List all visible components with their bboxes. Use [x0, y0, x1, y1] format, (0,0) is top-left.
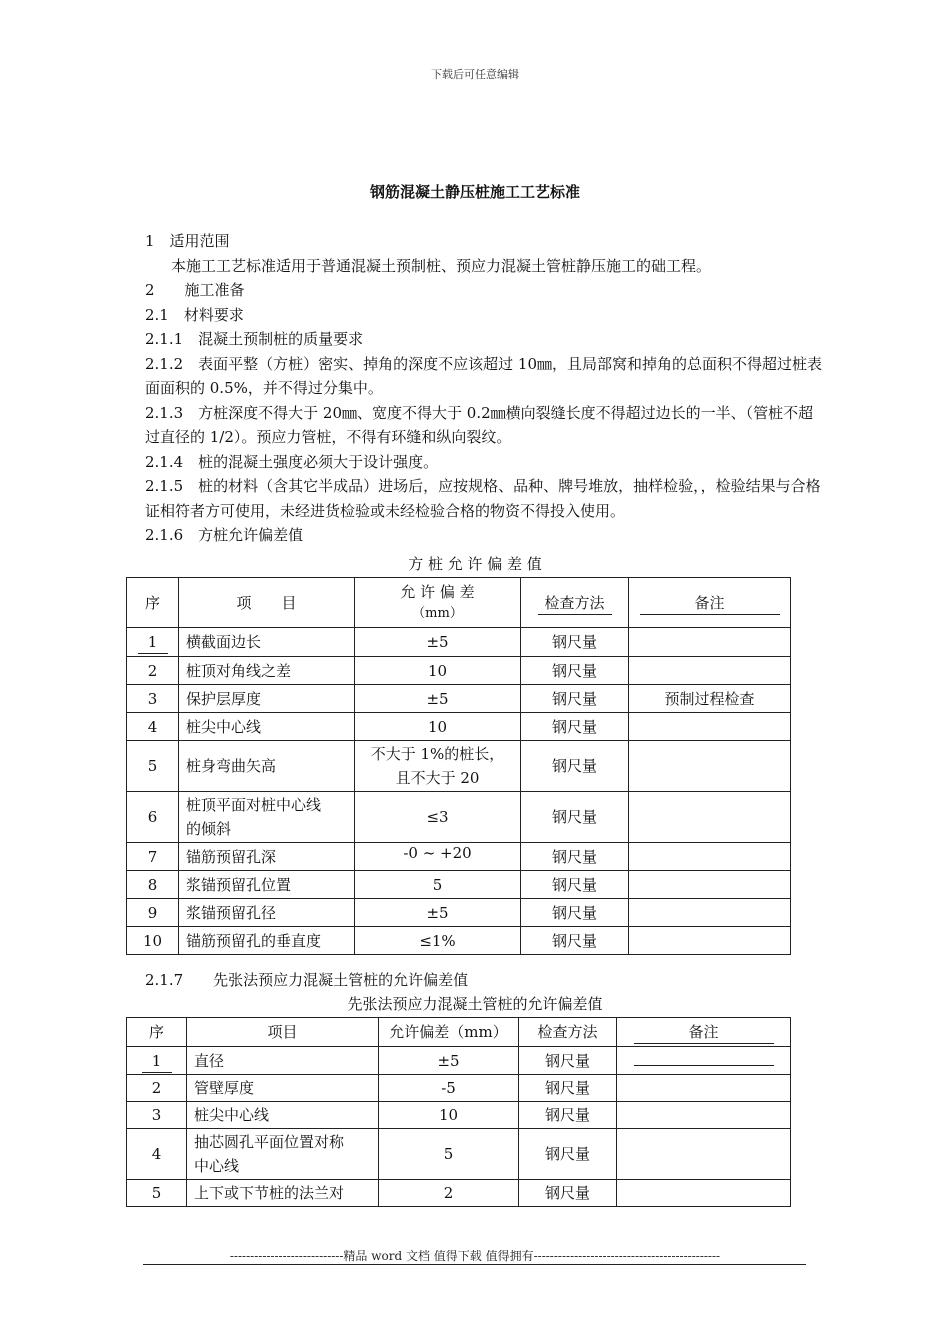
cell-tolerance: 10 — [379, 1102, 519, 1129]
cell-method: 钢尺量 — [519, 1180, 617, 1207]
cell-seq-label: 1 — [142, 1050, 172, 1073]
cell-method: 钢尺量 — [521, 927, 629, 955]
cell-item — [187, 1129, 379, 1180]
cell-item: 上下或下节桩的法兰对 — [187, 1180, 379, 1207]
cell-item-line1: 桩顶平面对桩中心线 — [186, 796, 322, 814]
cell-note: 预制过程检查 — [629, 685, 791, 713]
cell-note — [629, 843, 791, 871]
cell-item: 横截面边长 — [179, 628, 355, 657]
cell-item: 桩尖中心线 — [179, 713, 355, 741]
table-row — [127, 628, 791, 657]
cell-tolerance: 2 — [379, 1180, 519, 1207]
cell-seq: 9 — [127, 899, 179, 927]
cell-seq: 8 — [127, 871, 179, 899]
cell-method: 钢尺量 — [519, 1047, 617, 1075]
paragraph: 2.1.3 方桩深度不得大于 20㎜、宽度不得大于 0.2㎜横向裂缝长度不得超过边长的一半、（管桩不超过直径的 1/2）。预应力管桩，不得有环缝和纵向裂纹。 — [145, 403, 814, 446]
body-text — [145, 229, 825, 548]
cell-seq: 3 — [127, 1102, 187, 1129]
header-method — [521, 578, 629, 628]
cell-item: 桩顶对角线之差 — [179, 657, 355, 685]
header-method: 检查方法 — [519, 1018, 617, 1047]
header-tolerance — [355, 578, 521, 628]
table-row — [127, 871, 791, 899]
cell-method: 钢尺量 — [521, 628, 629, 657]
paragraph: 本施工工艺标准适用于普通混凝土预制桩、预应力混凝土管桩静压施工的础工程。 — [171, 256, 712, 275]
cell-seq — [127, 1047, 187, 1075]
header-note — [617, 1018, 791, 1047]
cell-method: 钢尺量 — [521, 685, 629, 713]
cell-item-line2: 中心线 — [194, 1157, 240, 1175]
header-tolerance-unit: （mm） — [412, 605, 463, 621]
cell-method: 钢尺量 — [521, 657, 629, 685]
cell-seq — [127, 628, 179, 657]
paragraph: 2.1.4 桩的混凝土强度必须大于设计强度。 — [145, 452, 439, 471]
cell-seq-label: 1 — [138, 631, 168, 654]
table-header-row — [127, 578, 791, 628]
footer-text: ----------------------------精品 word 文档 值得下载 值得拥有---------------------------------------------- — [229, 1249, 721, 1263]
cell-item: 桩身弯曲矢高 — [179, 741, 355, 792]
footer-divider — [143, 1264, 806, 1265]
cell-note — [629, 871, 791, 899]
table1-caption: 方 桩 允 许 偏 差 值 — [408, 555, 542, 573]
cell-item: 锚筋预留孔的垂直度 — [179, 927, 355, 955]
cell-note — [617, 1102, 791, 1129]
cell-method: 钢尺量 — [519, 1075, 617, 1102]
table-row — [127, 1129, 791, 1180]
cell-method: 钢尺量 — [521, 741, 629, 792]
header-note — [629, 578, 791, 628]
cell-note — [629, 657, 791, 685]
cell-tolerance: -0 ~ +20 — [355, 843, 521, 871]
table-row — [127, 927, 791, 955]
header-item: 项 目 — [179, 578, 355, 628]
cell-tolerance: ±5 — [355, 628, 521, 657]
cell-tolerance: ±5 — [379, 1047, 519, 1075]
cell-note-label — [634, 1065, 774, 1066]
cell-tolerance: ±5 — [355, 899, 521, 927]
cell-seq: 7 — [127, 843, 179, 871]
table-row — [127, 1047, 791, 1075]
paragraph: 2.1.6 方桩允许偏差值 — [145, 526, 304, 544]
cell-note — [617, 1180, 791, 1207]
section-heading: 2 施工准备 — [145, 281, 245, 299]
table-row — [127, 1102, 791, 1129]
cell-tolerance-line1: 不大于 1%的桩长， — [370, 745, 505, 763]
cell-tolerance: -5 — [379, 1075, 519, 1102]
cell-seq: 2 — [127, 657, 179, 685]
cell-tolerance: ≤3 — [355, 792, 521, 843]
cell-item-line2: 的倾斜 — [186, 820, 232, 838]
cell-tolerance — [355, 741, 521, 792]
header-note: 下载后可任意编辑 — [431, 68, 519, 81]
table-row — [127, 741, 791, 792]
document-title: 钢筋混凝土静压桩施工工艺标准 — [369, 183, 580, 201]
cell-tolerance: ≤1% — [355, 927, 521, 955]
header-method-label: 检查方法 — [538, 592, 612, 615]
cell-item: 桩尖中心线 — [187, 1102, 379, 1129]
table-row — [127, 713, 791, 741]
cell-tolerance-line2: 且不大于 20 — [395, 769, 480, 787]
table-row — [127, 843, 791, 871]
cell-method: 钢尺量 — [521, 792, 629, 843]
cell-seq: 2 — [127, 1075, 187, 1102]
cell-note — [629, 899, 791, 927]
cell-method: 钢尺量 — [521, 899, 629, 927]
header-tolerance-line1: 允 许 偏 差 — [400, 582, 475, 601]
header-item: 项目 — [187, 1018, 379, 1047]
table-row — [127, 685, 791, 713]
table-header-row — [127, 1018, 791, 1047]
cell-method: 钢尺量 — [521, 871, 629, 899]
pipe-pile-tolerance-table — [126, 1017, 791, 1207]
cell-seq: 6 — [127, 792, 179, 843]
header-note-label: 备注 — [640, 592, 780, 615]
cell-method: 钢尺量 — [519, 1102, 617, 1129]
cell-seq: 4 — [127, 713, 179, 741]
cell-method: 钢尺量 — [521, 843, 629, 871]
section-2-1-7-heading: 2.1.7 先张法预应力混凝土管桩的允许偏差值 — [145, 971, 469, 989]
cell-note — [629, 628, 791, 657]
cell-seq: 4 — [127, 1129, 187, 1180]
cell-item: 保护层厚度 — [179, 685, 355, 713]
cell-item: 直径 — [187, 1047, 379, 1075]
cell-tolerance: 5 — [379, 1129, 519, 1180]
table-row — [127, 1075, 791, 1102]
table-row — [127, 792, 791, 843]
cell-tolerance: ±5 — [355, 685, 521, 713]
cell-seq: 10 — [127, 927, 179, 955]
table-row — [127, 1180, 791, 1207]
cell-item: 浆锚预留孔位置 — [179, 871, 355, 899]
paragraph: 2.1.5 桩的材料（含其它半成品）进场后，应按规格、品种、牌号堆放，抽样检验，，检验结果与合格证相符者方可使用，未经进货检验或未经检验合格的物资不得投入使用。 — [145, 477, 821, 520]
cell-note — [617, 1075, 791, 1102]
cell-item: 浆锚预留孔径 — [179, 899, 355, 927]
header-tolerance: 允许偏差（mm） — [379, 1018, 519, 1047]
cell-note — [629, 792, 791, 843]
cell-seq: 3 — [127, 685, 179, 713]
cell-seq: 5 — [127, 1180, 187, 1207]
cell-item — [179, 792, 355, 843]
cell-seq: 5 — [127, 741, 179, 792]
cell-note — [629, 713, 791, 741]
cell-item: 锚筋预留孔深 — [179, 843, 355, 871]
cell-tolerance: 10 — [355, 713, 521, 741]
cell-note — [617, 1047, 791, 1075]
table-row — [127, 899, 791, 927]
cell-note — [617, 1129, 791, 1180]
paragraph: 2.1.1 混凝土预制桩的质量要求 — [145, 330, 364, 348]
cell-item: 管壁厚度 — [187, 1075, 379, 1102]
cell-note — [629, 741, 791, 792]
cell-method: 钢尺量 — [521, 713, 629, 741]
section-heading: 1 适用范围 — [145, 232, 230, 250]
square-pile-tolerance-table — [126, 577, 791, 955]
header-note-label: 备注 — [634, 1021, 774, 1044]
cell-tolerance: 5 — [355, 871, 521, 899]
table2-caption: 先张法预应力混凝土管桩的允许偏差值 — [347, 995, 603, 1013]
cell-method: 钢尺量 — [519, 1129, 617, 1180]
header-seq: 序 — [127, 1018, 187, 1047]
section-heading: 2.1 材料要求 — [145, 305, 244, 324]
cell-item-line1: 抽芯圆孔平面位置对称 — [194, 1133, 345, 1151]
cell-note — [629, 927, 791, 955]
header-seq: 序 — [127, 578, 179, 628]
cell-tolerance: 10 — [355, 657, 521, 685]
paragraph: 2.1.2 表面平整（方桩）密实、掉角的深度不应该超过 10㎜，且局部窝和掉角的总面积不得超过桩表面面积的 0.5%，并不得过分集中。 — [145, 354, 823, 397]
table-row — [127, 657, 791, 685]
